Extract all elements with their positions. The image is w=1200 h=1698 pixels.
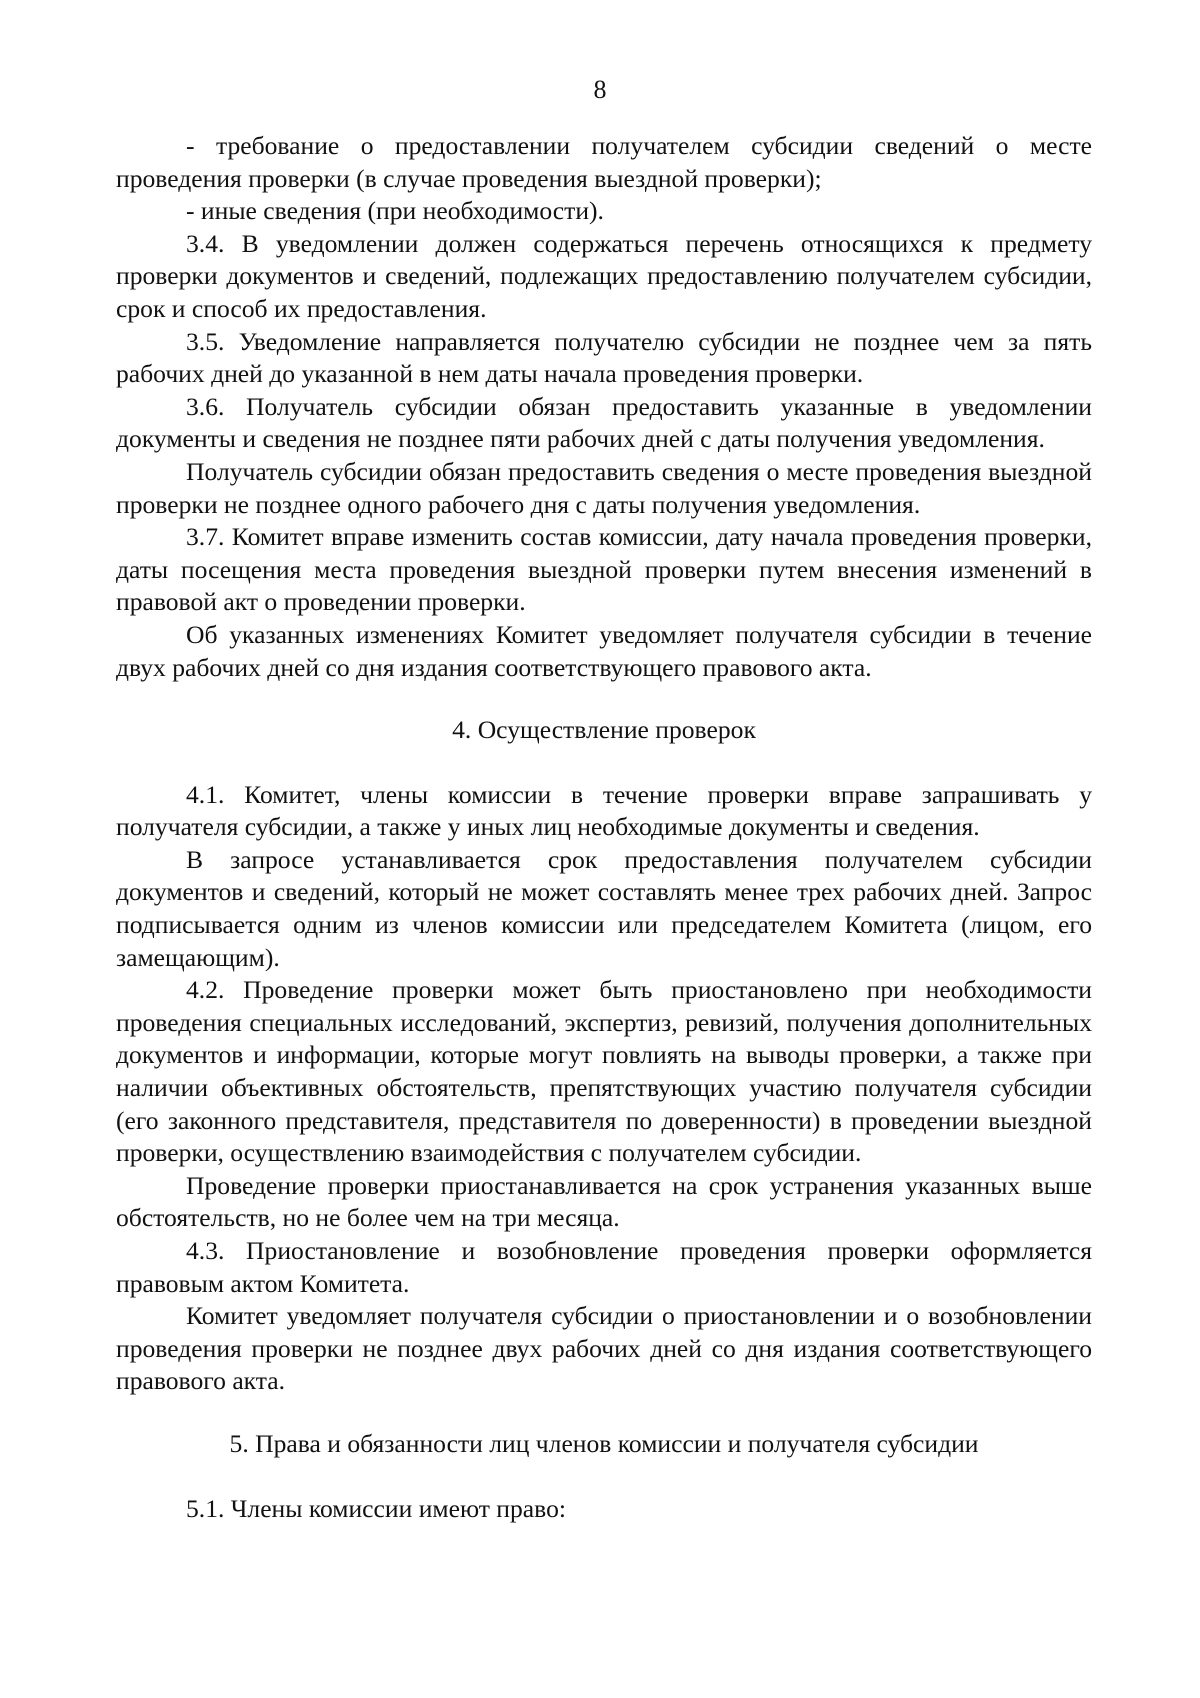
- paragraph: 3.7. Комитет вправе изменить состав комиссии, дату начала проведения проверки, даты посещения места проведения выездной проверки путем внесения изменений в правовой акт о проведении проверки.: [116, 522, 1092, 617]
- paragraph: 3.6. Получатель субсидии обязан предоставить указанные в уведомлении документы и сведения не позднее пяти рабочих дней с даты получения уведомления.: [116, 391, 1092, 454]
- paragraph: Проведение проверки приостанавливается на срок устранения указанных выше обстоятельств, но не более чем на три месяца.: [116, 1170, 1092, 1233]
- paragraph: - иные сведения (при необходимости).: [186, 196, 604, 226]
- paragraph: 3.4. В уведомлении должен содержаться перечень относящихся к предмету проверки документов и сведений, подлежащих предоставлению получателем субсидии, срок и способ их предоставления.: [116, 228, 1092, 323]
- section-heading: 4. Осуществление проверок: [452, 715, 756, 745]
- spacer: [116, 684, 1092, 714]
- page-number: 8: [593, 75, 607, 104]
- paragraph: Комитет уведомляет получателя субсидии о приостановлении и о возобновлении проведения проверки не позднее двух рабочих дней со дня издания соответствующего правового акта.: [116, 1301, 1092, 1396]
- section-heading: 5. Права и обязанности лиц членов комиссии и получателя субсидии: [229, 1428, 979, 1458]
- spacer: [116, 1398, 1092, 1428]
- paragraph: 5.1. Члены комиссии имеют право:: [186, 1493, 566, 1523]
- document-body: [116, 130, 1092, 1525]
- paragraph: - требование о предоставлении получателем субсидии сведений о месте проведения проверки (в случае проведения выездной проверки);: [116, 131, 1092, 193]
- spacer: [116, 1461, 1092, 1493]
- paragraph: Об указанных изменениях Комитет уведомляет получателя субсидии в течение двух рабочих дней со дня издания соответствующего правового акта.: [116, 619, 1092, 682]
- spacer: [116, 747, 1092, 779]
- paragraph: 3.5. Уведомление направляется получателю субсидии не позднее чем за пять рабочих дней до указанной в нем даты начала проведения проверки.: [116, 326, 1092, 389]
- paragraph: 4.1. Комитет, члены комиссии в течение проверки вправе запрашивать у получателя субсидии, а также у иных лиц необходимые документы и сведения.: [116, 779, 1092, 842]
- paragraph: 4.3. Приостановление и возобновление проведения проверки оформляется правовым актом Комитета.: [116, 1236, 1092, 1298]
- paragraph: 4.2. Проведение проверки может быть приостановлено при необходимости проведения специальных исследований, экспертиз, ревизий, получения дополнительных документов и информации, которые могут повлиять на выводы проверки, а также при наличии объективных обстоятельств, препятствующих участию получателя субсидии (его законного представителя, представителя по доверенности) в проведении выездной проверки, осуществлению взаимодействия с получателем субсидии.: [116, 975, 1092, 1168]
- paragraph: В запросе устанавливается срок предоставления получателем субсидии документов и сведений, который не может составлять менее трех рабочих дней. Запрос подписывается одним из членов комиссии или председателем Комитета (лицом, его замещающим).: [116, 844, 1092, 972]
- paragraph: Получатель субсидии обязан предоставить сведения о месте проведения выездной проверки не позднее одного рабочего дня с даты получения уведомления.: [116, 456, 1092, 519]
